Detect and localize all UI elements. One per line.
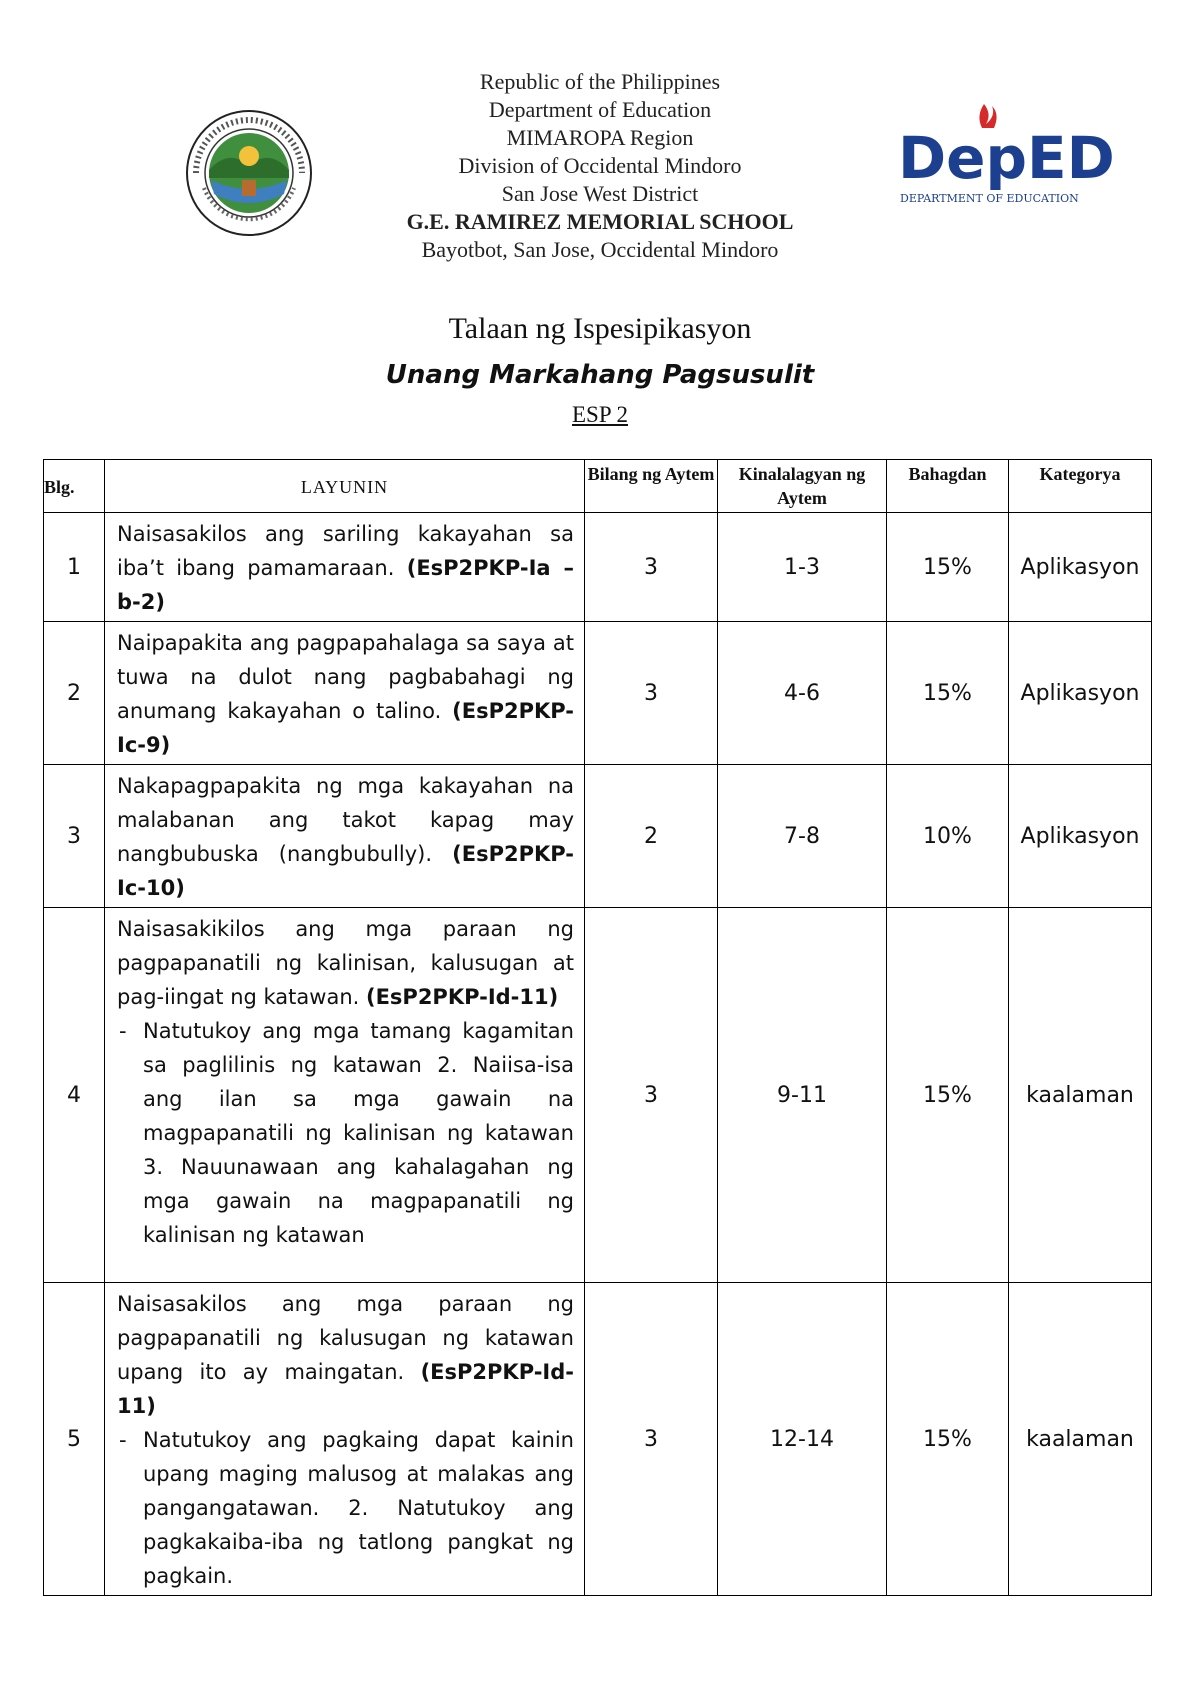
objective-text: Naisasakilos ang mga paraan ng pagpapanatili ng kalusugan ng katawan upang ito ay maingatan. [117,1292,574,1384]
item-location: 12-14 [718,1283,887,1596]
item-category: kaalaman [1009,908,1152,1283]
item-percent: 15% [887,622,1009,765]
subject-label [0,402,1200,428]
item-percent: 10% [887,765,1009,908]
header-layunin: LAYUNIN [105,460,585,513]
header-bilang: Bilang ng Aytem [585,460,718,513]
sub-objective-item: - Natutukoy ang mga tamang kagamitan sa paglilinis ng katawan 2. Naiisa-isa ang ilan sa mga gawain na magpapanatili ng kalinisan ng katawan 3. Nauunawaan ang kahalagahan ng mga gawain na magpapanatili ng kalinisan ng katawan [117,1014,574,1252]
item-category: Aplikasyon [1009,622,1152,765]
table-row [44,765,1152,908]
table-header-row [44,460,1152,513]
competency-code: (EsP2PKP-Ic-10) [117,842,574,900]
item-location: 7-8 [718,765,887,908]
competency-code: (EsP2PKP-Id-11) [117,1360,574,1418]
item-category: Aplikasyon [1009,513,1152,622]
specification-table [43,459,1152,1596]
objective-cell [105,622,585,765]
sub-objective-item: - Natutukoy ang pagkaing dapat kainin upang maging malusog at malakas ang pangangatawan. 2. Natutukoy ang pagkakaiba-iba ng tatlong pangkat ng pagkain. [117,1423,574,1593]
objective-text: Naisasakilos ang sariling kakayahan sa iba’t ibang pamamaraan. [117,522,574,580]
header-country: Republic of the Philippines [479,69,721,94]
item-category: Aplikasyon [1009,765,1152,908]
header-district: San Jose West District [501,181,699,206]
competency-code: (EsP2PKP-Ia – b-2) [117,556,574,614]
deped-logo-caption: DEPARTMENT OF EDUCATION [900,192,1079,205]
objective-text: Naipapakita ang pagpapahalaga sa saya at tuwa na dulot nang pagbabahagi ng anumang kakayahan o talino. [117,631,574,723]
objective-cell [105,908,585,1283]
letterhead [0,68,1200,264]
item-count: 3 [585,1283,718,1596]
header-department: Department of Education [488,97,712,122]
objective-text: Nakapagpapakita ng mga kakayahan na malabanan ang takot kapag may nangbubuska (nangbubully). [117,774,574,866]
sub-objective-list [117,1423,574,1593]
competency-code: (EsP2PKP-Id-11) [365,985,559,1009]
header-kategorya: Kategorya [1009,460,1152,513]
header-school: G.E. RAMIREZ MEMORIAL SCHOOL [406,209,794,234]
header-kinalalagyan: Kinalalagyan ng Aytem [718,460,887,513]
row-number: 2 [44,622,105,765]
objective-cell [105,765,585,908]
item-location: 9-11 [718,908,887,1283]
item-count: 3 [585,622,718,765]
row-number: 1 [44,513,105,622]
item-percent: 15% [887,513,1009,622]
table-row [44,908,1152,1283]
document-title: Talaan ng Ispesipikasyon [448,312,752,345]
table-row [44,1283,1152,1596]
objective-cell [105,513,585,622]
item-percent: 15% [887,908,1009,1283]
subject-text: ESP 2 [571,402,629,427]
item-count: 3 [585,908,718,1283]
row-number: 5 [44,1283,105,1596]
header-bahagdan: Bahagdan [887,460,1009,513]
header-blg: Blg. [44,460,105,513]
document-subtitle: Unang Markahang Pagsusulit [385,360,815,390]
item-percent: 15% [887,1283,1009,1596]
competency-code: (EsP2PKP-Ic-9) [117,699,574,757]
sub-objective-list [117,1014,574,1252]
item-count: 3 [585,513,718,622]
row-number: 3 [44,765,105,908]
deped-logo-word: DepED [898,124,1115,192]
objective-text: Naisasakikilos ang mga paraan ng pagpapanatili ng kalinisan, kalusugan at pag-iingat ng katawan. [117,917,574,1009]
header-region: MIMAROPA Region [506,125,694,150]
item-location: 1-3 [718,513,887,622]
item-category: kaalaman [1009,1283,1152,1596]
objective-cell [105,1283,585,1596]
item-count: 2 [585,765,718,908]
table-row [44,513,1152,622]
header-address: Bayotbot, San Jose, Occidental Mindoro [421,237,779,262]
row-number: 4 [44,908,105,1283]
header-division: Division of Occidental Mindoro [458,153,742,178]
item-location: 4-6 [718,622,887,765]
table-row [44,622,1152,765]
